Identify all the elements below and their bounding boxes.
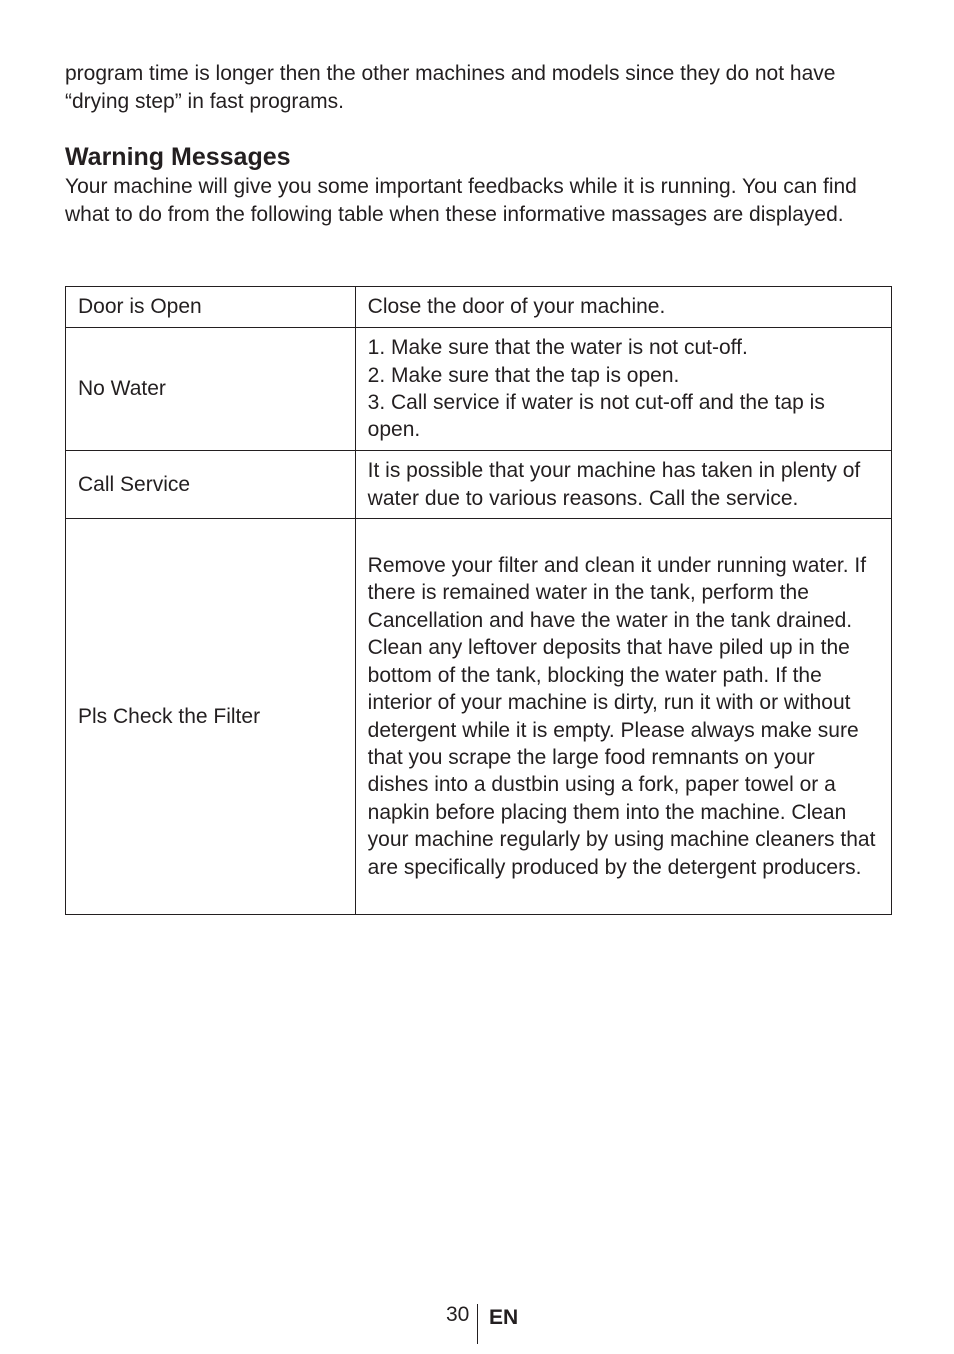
language-label: EN xyxy=(489,1306,519,1329)
warning-message-cell: Call Service xyxy=(66,451,356,519)
section-description: Your machine will give you some important feedbacks while it is running. You can find what to do from the following table when these informative massages are displayed. xyxy=(65,175,857,226)
action-cell xyxy=(355,519,891,915)
action-line: 1. Make sure that the water is not cut-off. xyxy=(367,336,748,360)
table-row xyxy=(66,451,892,519)
action-cell xyxy=(355,328,891,451)
section-title: Warning Messages xyxy=(65,143,291,171)
intro-paragraph: program time is longer then the other machines and models since they do not have “drying step” in fast programs. xyxy=(65,62,836,113)
action-cell xyxy=(355,451,891,519)
page-footer xyxy=(0,1302,954,1344)
action-line: 3. Call service if water is not cut-off and the tap is open. xyxy=(367,391,825,442)
warning-message-cell: Door is Open xyxy=(66,287,356,328)
action-line: Close the door of your machine. xyxy=(367,295,666,319)
page-number: 30 xyxy=(446,1303,470,1326)
action-line: It is possible that your machine has taken in plenty of water due to various reasons. Call the service. xyxy=(367,459,861,510)
action-cell xyxy=(355,287,891,328)
table-row xyxy=(66,328,892,451)
action-line: Remove your filter and clean it under running water. If there is remained water in the tank, perform the Cancellation and have the water in the tank drained. Clean any leftover deposits that have piled up in the bottom of the tank, blocking the water path. If the interior of your machine is dirty, run it with or without detergent while it is empty. Please always make sure that you scrape the large food remnants on your dishes into a dustbin using a fork, paper towel or a napkin before placing them into the machine. Clean your machine regularly by using machine cleaners that are specifically produced by the detergent producers. xyxy=(367,554,876,879)
footer-divider xyxy=(477,1304,478,1344)
warning-message-cell: No Water xyxy=(66,328,356,451)
table-row xyxy=(66,519,892,915)
warning-messages-table xyxy=(65,286,892,915)
table-row xyxy=(66,287,892,328)
warning-message-cell: Pls Check the Filter xyxy=(66,519,356,915)
action-line: 2. Make sure that the tap is open. xyxy=(367,363,680,387)
